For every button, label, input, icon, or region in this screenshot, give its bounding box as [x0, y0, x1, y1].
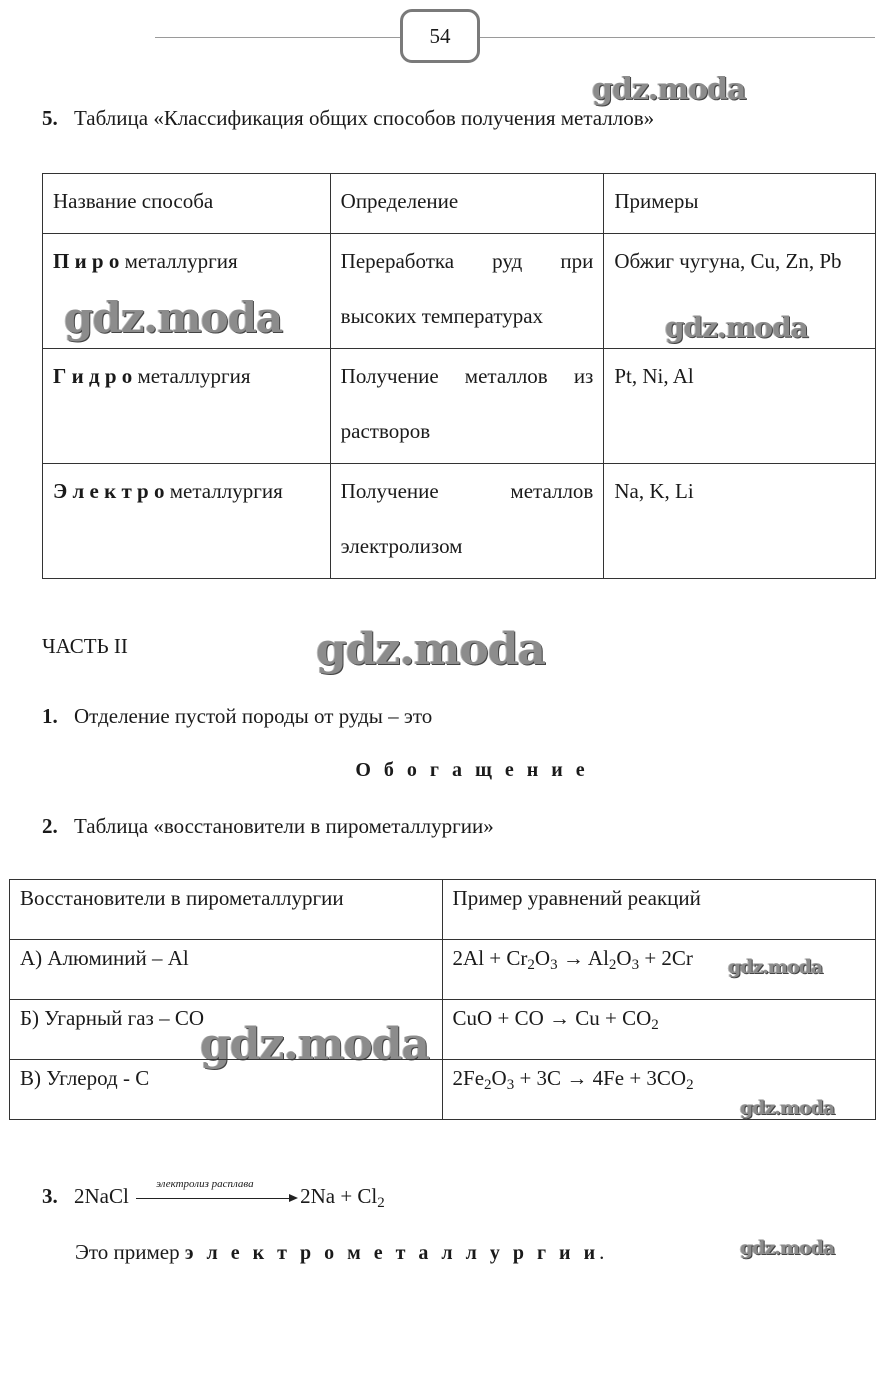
product-subscript: 2	[377, 1195, 385, 1211]
method-prefix: Г и д р о	[53, 364, 133, 388]
equation-cell: $2Fe_2O_3 + 3C \to 4Fe + 3CO_2$	[442, 1060, 875, 1120]
header-rule-right	[480, 37, 875, 38]
page-number: 54	[429, 24, 451, 48]
definition-cell: Переработка руд при высоких температурах	[330, 234, 604, 349]
table-row	[10, 1000, 876, 1060]
question-3-answer: э л е к т р о м е т а л л у р г и и	[184, 1242, 600, 1264]
question-2	[42, 814, 494, 839]
arrow-label: электролиз расплава	[156, 1178, 254, 1191]
method-prefix: Э л е к т р о	[53, 479, 165, 503]
question-1-answer: О б о г а щ е н и е	[355, 759, 589, 781]
reducer-cell: В) Углерод - C	[10, 1060, 443, 1120]
reducer-cell: А) Алюминий – Al	[10, 940, 443, 1000]
equation-cell: $2Al + Cr_2O_3 \to Al_2O_3 + 2Cr$	[442, 940, 875, 1000]
question-3-equation	[42, 1178, 385, 1212]
question-1-text: Отделение пустой породы от руды – это	[74, 704, 433, 728]
method-prefix: П и р о	[53, 249, 120, 273]
examples-cell: Pt, Ni, Al	[604, 349, 876, 464]
table-header-cell: Восстановители в пирометаллургии	[10, 880, 443, 940]
question-number: 3.	[42, 1184, 58, 1208]
question-1	[42, 704, 432, 729]
arrow-head	[289, 1194, 298, 1202]
definition-cell: Получение металлов из растворов	[330, 349, 604, 464]
reactant: 2NaCl	[74, 1184, 129, 1208]
examples-cell: Обжиг чугуна, Cu, Zn, Pb	[604, 234, 876, 349]
reaction-arrow	[134, 1178, 300, 1208]
table-row	[10, 940, 876, 1000]
question-3-conclusion	[75, 1240, 604, 1265]
task-number: 5.	[42, 106, 58, 130]
method-cell	[43, 464, 331, 579]
classification-table	[42, 173, 876, 579]
table-header-cell: Пример уравнений реакций	[442, 880, 875, 940]
watermark: gdz.moda	[592, 72, 746, 107]
part2-heading: ЧАСТЬ II	[42, 634, 128, 658]
table-header-cell: Определение	[330, 174, 604, 234]
watermark: gdz.moda	[665, 311, 808, 344]
method-cell	[43, 234, 331, 349]
method-suffix: металлургия	[124, 249, 238, 273]
reducer-cell: Б) Угарный газ – CO	[10, 1000, 443, 1060]
method-suffix: металлургия	[169, 479, 283, 503]
table-row	[10, 1060, 876, 1120]
watermark: gdz.moda	[64, 293, 283, 342]
watermark: gdz.moda	[200, 1019, 430, 1070]
equation-cell: CuO + CO → $Cu + CO_2$	[442, 1000, 875, 1060]
method-suffix: металлургия	[137, 364, 251, 388]
question-number: 2.	[42, 814, 58, 838]
table-header-cell: Примеры	[604, 174, 876, 234]
table-row	[43, 349, 876, 464]
table-header-row	[10, 880, 876, 940]
task5-title	[42, 106, 654, 131]
sentence-start: Это пример	[75, 1240, 180, 1264]
method-cell	[43, 349, 331, 464]
watermark: gdz.moda	[740, 1097, 835, 1119]
table-header-cell: Название способа	[43, 174, 331, 234]
sentence-end: .	[599, 1240, 605, 1264]
task5-title-text: Таблица «Классификация общих способов получения металлов»	[74, 106, 655, 130]
arrow-line	[136, 1198, 292, 1199]
page-number-box	[400, 9, 480, 63]
examples-cell: Na, K, Li	[604, 464, 876, 579]
question-2-title: Таблица «восстановители в пирометаллургии»	[74, 814, 494, 838]
header-rule-left	[155, 37, 400, 38]
watermark: gdz.moda	[316, 624, 546, 675]
watermark: gdz.moda	[728, 956, 823, 978]
table-row	[43, 464, 876, 579]
watermark: gdz.moda	[740, 1237, 835, 1259]
definition-cell: Получение металлов электролизом	[330, 464, 604, 579]
table-header-row	[43, 174, 876, 234]
product: 2Na + Cl	[300, 1184, 378, 1208]
table-row	[43, 234, 876, 349]
reducers-table	[9, 879, 876, 1120]
question-number: 1.	[42, 704, 58, 728]
